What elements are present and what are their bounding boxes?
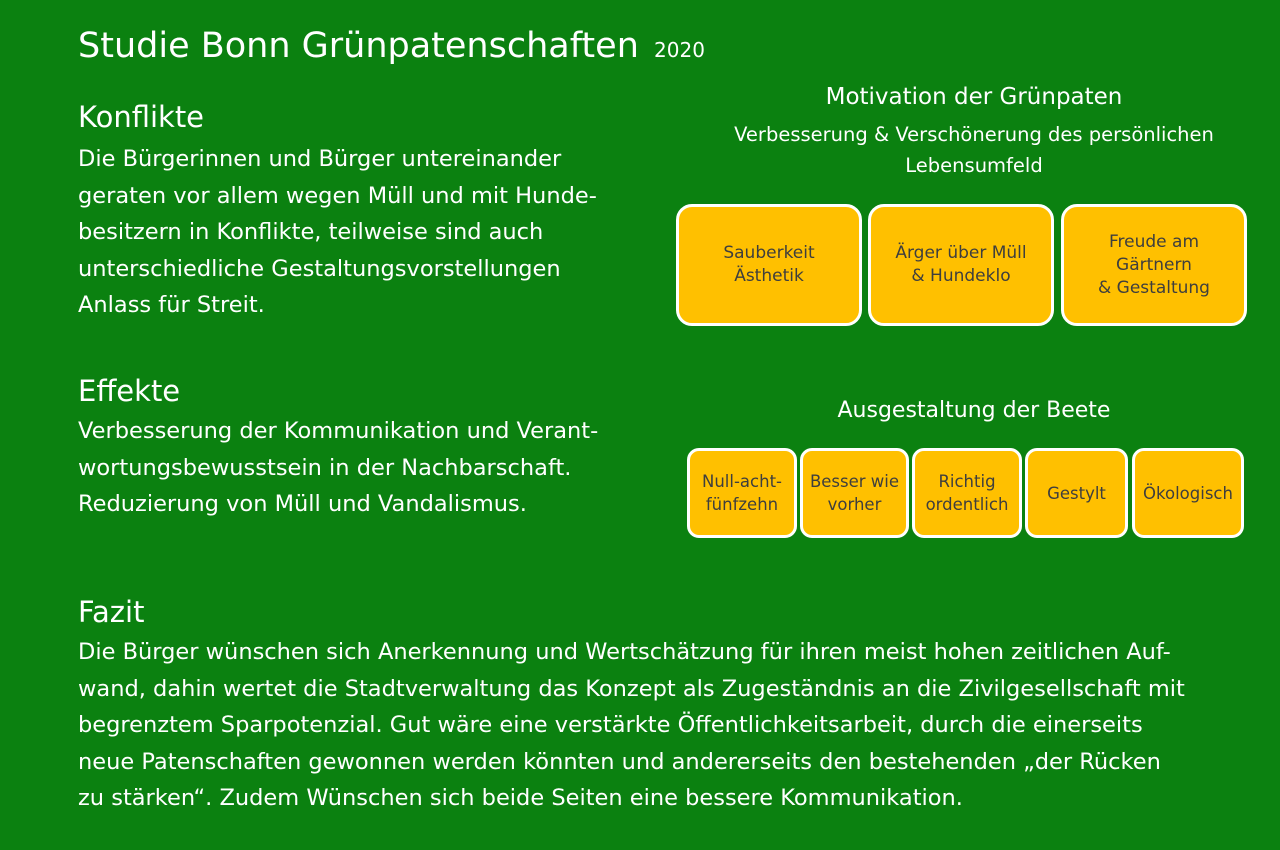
motivation-heading: Motivation der Grünpaten xyxy=(825,84,1123,110)
konflikte-heading: Konflikte xyxy=(78,100,205,134)
beete-box-ordentlich: Richtig ordentlich xyxy=(912,448,1022,538)
motivation-box-freude: Freude am Gärtnern & Gestaltung xyxy=(1061,204,1247,326)
beete-box-gestylt: Gestylt xyxy=(1025,448,1128,538)
page-title xyxy=(78,24,705,72)
effekte-heading: Effekte xyxy=(78,374,181,408)
fazit-text: Die Bürger wünschen sich Anerkennung und Wertschätzung für ihren meist hohen zeitlichen Auf- wand, dahin wertet die Stadtverwaltung das Konzept als Zugeständnis an die Zivilgesellschaft mit begrenztem Sparpotenzial. Gut wäre eine verstärkte Öffentlichkeitsarbeit, durch die einerseits neue Patenschaften gewonnen werden könnten und andererseits den bestehenden „der Rücken zu stärken“. Zudem Wünschen sich beide Seiten eine bessere Kommunikation. xyxy=(78,639,1185,811)
motivation-subheading: Verbesserung & Verschönerung des persönlichen Lebensumfeld xyxy=(734,123,1214,177)
beete-box-oekologisch: Ökologisch xyxy=(1132,448,1244,538)
beete-box-null-acht: Null-acht- fünfzehn xyxy=(687,448,797,538)
konflikte-text: Die Bürgerinnen und Bürger untereinander geraten vor allem wegen Müll und mit Hunde- besitzern in Konflikte, teilweise sind auch unterschiedliche Gestaltungsvorstellungen Anlass für Streit. xyxy=(78,146,597,318)
beete-heading: Ausgestaltung der Beete xyxy=(837,398,1111,423)
motivation-box-aerger: Ärger über Müll & Hundeklo xyxy=(868,204,1054,326)
fazit-heading: Fazit xyxy=(78,595,145,629)
title-year: 2020 xyxy=(654,38,705,62)
beete-box-besser: Besser wie vorher xyxy=(800,448,909,538)
title-main: Studie Bonn Grünpatenschaften xyxy=(78,26,639,66)
motivation-box-sauberkeit: Sauberkeit Ästhetik xyxy=(676,204,862,326)
effekte-text: Verbesserung der Kommunikation und Verant- wortungsbewusstsein in der Nachbarschaft. Reduzierung von Müll und Vandalismus. xyxy=(78,418,599,517)
